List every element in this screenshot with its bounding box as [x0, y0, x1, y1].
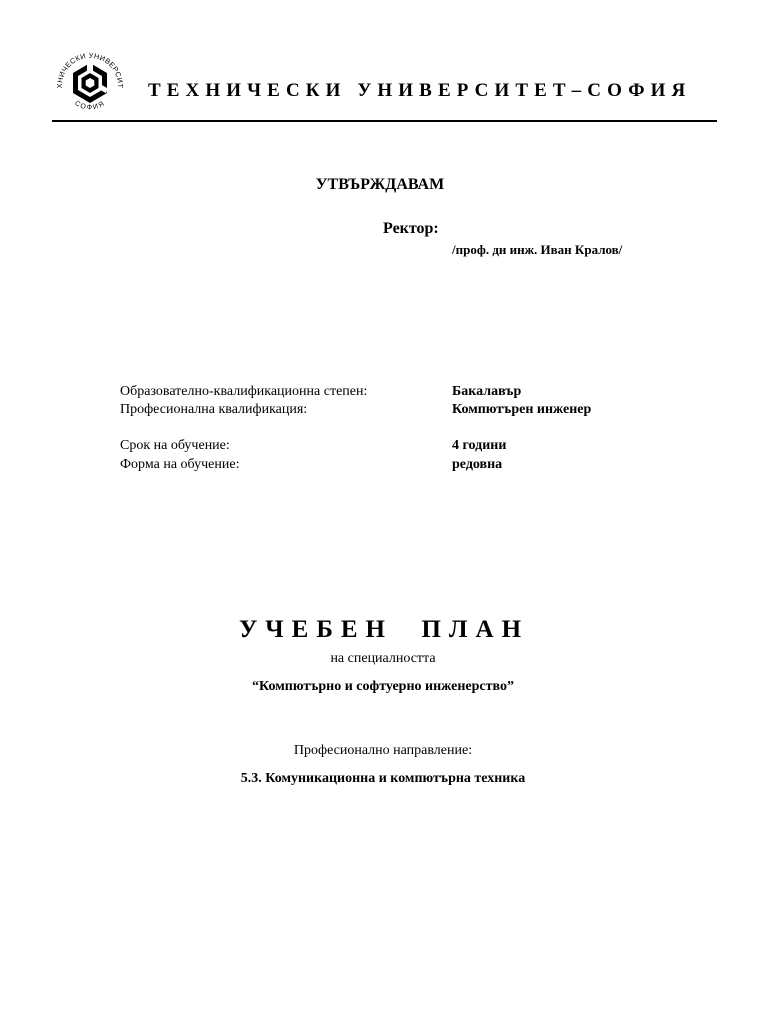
info-row-form: [120, 457, 640, 475]
info-label: Образователно-квалификационна степен:: [120, 384, 368, 399]
info-label: Форма на обучение:: [120, 457, 240, 472]
info-value: Компютърен инженер: [452, 402, 592, 417]
approval-heading: УТВЪРЖДАВАМ: [315, 176, 445, 193]
specialty-name: “Компютърно и софтуерно инженерство”: [252, 679, 514, 694]
plan-title: УЧЕБЕН ПЛАН: [238, 616, 530, 643]
logo-bottom-text: СОФИЯ: [73, 100, 107, 112]
info-row-qualification: [120, 402, 640, 420]
info-row-duration: [120, 438, 640, 456]
professional-field-name: 5.3. Комуникационна и компютърна техника: [240, 771, 526, 786]
logo-arc-text: ХНИЧЕСКИ УНИВЕРСИТ: [54, 50, 126, 89]
info-row-degree: [120, 384, 640, 402]
university-logo: [50, 42, 130, 122]
professional-field-label: Професионално направление:: [293, 743, 473, 758]
specialty-label: на специалността: [330, 651, 436, 666]
rector-name: /проф. дн инж. Иван Кралов/: [452, 242, 623, 257]
info-value: 4 години: [452, 438, 507, 453]
university-name: ТЕХНИЧЕСКИ УНИВЕРСИТЕТ–СОФИЯ: [148, 80, 692, 101]
rector-label: Ректор:: [383, 220, 439, 237]
info-label: Срок на обучение:: [120, 438, 230, 453]
info-value: редовна: [452, 457, 503, 472]
info-value: Бакалавър: [452, 384, 522, 399]
info-label: Професионална квалификация:: [120, 402, 308, 417]
header-divider: [52, 120, 717, 122]
